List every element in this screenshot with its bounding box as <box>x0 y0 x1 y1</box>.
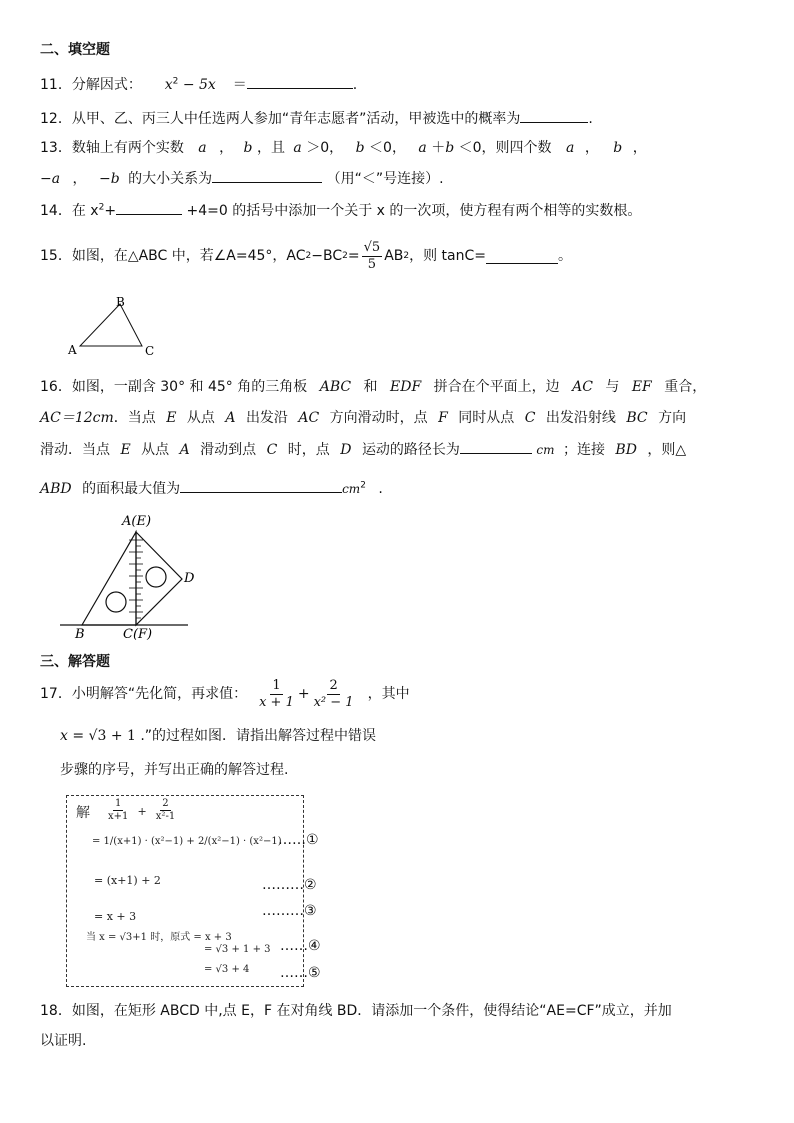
q16-set-square-figure <box>55 510 215 645</box>
q11-answer-blank[interactable] <box>247 74 353 89</box>
q12-number: 12． <box>40 111 72 127</box>
label-d: D <box>184 571 195 586</box>
q15-number: 15． <box>40 248 72 264</box>
triangle-abc <box>82 532 136 625</box>
q11-expr-rest: − 5x <box>178 77 216 93</box>
q13-number: 13． <box>40 140 72 156</box>
question-16-line-2: AC＝12cm．当点 E 从点 A 出发沿 AC 方向滑动时，点 F 同时从点 C 出发沿射线 BC 方向 <box>40 410 687 426</box>
question-14: 14．在 $x^2+ +4=0$ 的括号中添加一个关于 x 的一次项，使方程有两个相等的实数根。 <box>40 200 641 221</box>
hole-edf <box>146 567 166 587</box>
question-13: 13．数轴上有两个实数 a ， b ，且 a ＞0， b ＜0， a ＋b ＜0，则四个数 a ， b ， <box>40 140 647 156</box>
question-12: 12．从甲、乙、丙三人中任选两人参加“青年志愿者”活动，甲被选中的概率为 . <box>40 108 593 129</box>
label-c: C <box>145 344 155 358</box>
question-17-line-3: 步骤的序号，并写出正确的解答过程. <box>60 762 289 778</box>
label-b: B <box>116 295 125 309</box>
q16-number: 16． <box>40 379 72 395</box>
q17-number: 17． <box>40 686 72 702</box>
q13-answer-blank[interactable] <box>212 168 322 183</box>
question-18: 18．如图，在矩形 ABCD 中,点 E，F 在对角线 BD．请添加一个条件，使得结论“AE=CF”成立，并加 <box>40 1003 672 1019</box>
q14-number: 14． <box>40 203 72 219</box>
question-17: 17． 小明解答“先化简，再求值： $\frac{1}{x + 1}$ + $\frac{2}{\text{x² − 1}}$ ，其中 <box>40 677 410 710</box>
triangle-edf <box>136 532 182 625</box>
question-15: 15． 如图，在△ABC 中，若∠A=45°，AC 2 −BC 2 = $\frac{√5}{5}$ AB 2 ，则 tanC= 。 <box>40 239 573 272</box>
question-18-line-2: 以证明. <box>40 1033 87 1049</box>
q16-max-area-blank[interactable] <box>180 478 342 493</box>
question-16-line-3: 滑动．当点 E 从点 A 滑动到点 C 时，点 D 运动的路径长为 cm ；连接 BD ，则△ <box>40 439 686 460</box>
q17-fraction-2: $\frac{2}{\text{x² − 1}}$ <box>313 677 354 710</box>
q18-number: 18． <box>40 1003 72 1019</box>
hw-step-1: = 1/(x+1) · (x²−1) + 2/(x²−1) · (x²−1) <box>92 836 282 847</box>
question-16: 16．如图，一副含 30° 和 45° 角的三角板 ABC 和 EDF 拼合在个平面上，边 AC 与 EF 重合， <box>40 379 707 395</box>
question-11: 11．分解因式： $x^2 - 5x$ ＝ . <box>40 74 357 95</box>
label-a: A <box>68 343 77 357</box>
question-17-line-2: x = √3 + 1 .”的过程如图．请指出解答过程中错误 <box>60 728 377 744</box>
step-marker-4: ……④ <box>280 938 321 954</box>
q11-text: 分解因式： <box>71 77 142 93</box>
step-marker-2: ………② <box>262 877 317 893</box>
q12-answer-blank[interactable] <box>520 108 588 123</box>
step-marker-3: ………③ <box>262 903 317 919</box>
question-16-line-4: ABD 的面积最大值为 $cm^2$ . <box>40 478 383 499</box>
q15-triangle-figure <box>60 292 170 362</box>
label-a-e: A(E) <box>122 514 152 529</box>
question-13-line-2: −a ， −b 的大小关系为 （用“＜”号连接）. <box>40 168 444 189</box>
section-title-solve: 三、解答题 <box>40 654 110 670</box>
label-b: B <box>75 627 85 642</box>
hw-step-5: = √3 + 4 <box>204 964 250 975</box>
hole-abc <box>106 592 126 612</box>
step-marker-1: ……① <box>278 832 319 848</box>
label-c-f: C(F) <box>123 627 153 642</box>
hw-step-3: = x + 3 <box>94 910 137 923</box>
q15-fraction: $\frac{√5}{5}$ <box>363 239 381 272</box>
q11-expr-x: x <box>164 77 173 93</box>
hw-step-4a: 当 x = √3+1 时，原式 = x + 3 <box>86 932 232 943</box>
hw-expression: $\frac{1}{x+1}$ + $\frac{2}{\text{x²-1}}$ <box>108 798 176 822</box>
q11-number: 11． <box>40 77 72 93</box>
q16-path-length-blank[interactable] <box>460 439 532 454</box>
q12-text: 从甲、乙、丙三人中任选两人参加“青年志愿者”活动，甲被选中的概率为 <box>71 111 521 127</box>
q11-equals: ＝ <box>232 77 247 93</box>
q14-answer-blank[interactable] <box>116 200 182 215</box>
q17-fraction-1: $\frac{1}{x + 1}$ <box>259 677 294 710</box>
q15-answer-blank[interactable] <box>486 249 558 264</box>
hw-step-4b: = √3 + 1 + 3 <box>204 944 271 955</box>
section-title-fill-blank: 二、填空题 <box>40 42 110 58</box>
hw-step-2: = (x+1) + 2 <box>94 874 161 887</box>
step-marker-5: ……⑤ <box>280 965 321 981</box>
hw-solution-head: 解 <box>76 805 90 821</box>
triangle-abc <box>80 304 142 346</box>
